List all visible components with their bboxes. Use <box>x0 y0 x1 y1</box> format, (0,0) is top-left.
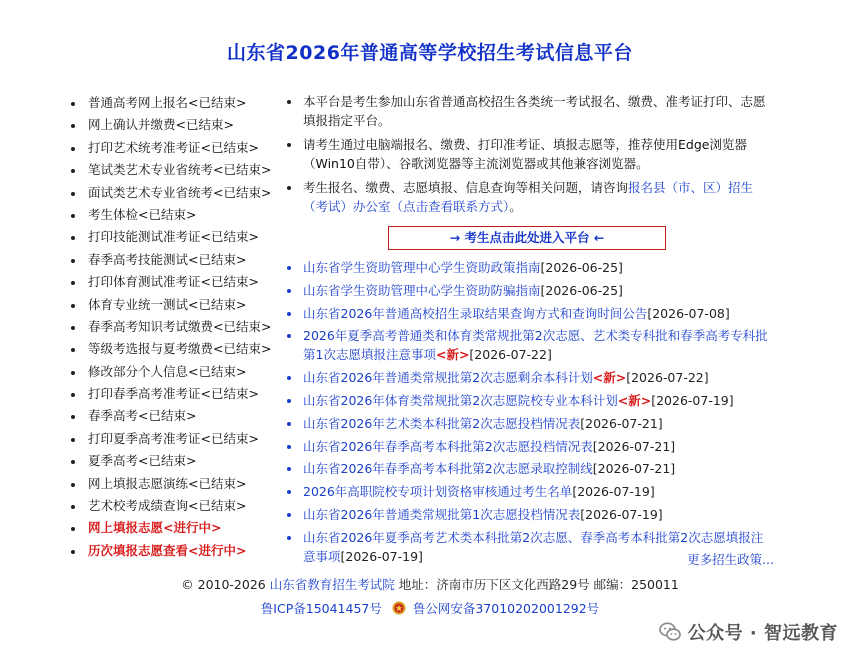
news-item <box>285 391 775 410</box>
bullet-icon <box>71 483 75 487</box>
new-badge: <新> <box>617 392 652 408</box>
news-date: [2026-06-25] <box>540 282 623 298</box>
bullet-icon <box>287 334 291 338</box>
left-menu-link[interactable]: 打印艺术统考准考证<已结束> <box>88 139 259 155</box>
news-item <box>285 437 775 456</box>
news-date: [2026-07-22] <box>469 347 552 363</box>
contact-office-link[interactable]: 报名县（市、区）招生（考试）办公室（点击查看联系方式） <box>303 180 754 214</box>
news-link[interactable]: 2026年高职院校专项计划资格审核通过考生名单 <box>303 484 573 500</box>
enter-platform-button[interactable]: → 考生点击此处进入平台 ← <box>388 226 666 250</box>
bullet-icon <box>71 460 75 464</box>
news-item <box>285 414 775 433</box>
bullet-icon <box>71 438 75 442</box>
bullet-icon <box>71 281 75 285</box>
bullet-icon <box>287 186 291 190</box>
left-menu-item <box>68 383 283 405</box>
left-menu-item <box>68 271 283 293</box>
news-link[interactable]: 山东省2026年普通类常规批第2次志愿剩余本科计划 <box>303 370 593 386</box>
bullet-icon <box>71 124 75 128</box>
left-menu-link[interactable]: 打印体育测试准考证<已结束> <box>88 274 259 290</box>
left-menu-item <box>68 226 283 248</box>
notice-item <box>285 92 775 130</box>
police-badge-icon <box>392 601 406 615</box>
news-list <box>285 258 775 566</box>
watermark <box>658 619 838 649</box>
left-menu-link[interactable]: 普通高考网上报名<已结束> <box>88 95 247 110</box>
left-menu-link[interactable]: 修改部分个人信息<已结束> <box>88 363 247 379</box>
news-date: [2026-07-19] <box>651 392 734 408</box>
bullet-icon <box>287 467 291 471</box>
left-menu-link[interactable]: 打印夏季高考准考证<已结束> <box>88 430 259 446</box>
left-menu-link[interactable]: 体育专业统一测试<已结束> <box>88 296 247 312</box>
bullet-icon <box>287 100 291 104</box>
news-item <box>285 326 775 364</box>
news-link[interactable]: 2026年夏季高考普通类和体育类常规批第2次志愿、艺术类专科批和春季高考专科批第1次志愿填报注意事项 <box>303 328 768 363</box>
left-menu-link[interactable]: 历次填报志愿查看<进行中> <box>88 542 247 558</box>
left-menu-item <box>68 204 283 226</box>
address-text: 地址：济南市历下区文化西路29号 邮编：250011 <box>398 577 679 592</box>
left-menu-link[interactable]: 春季高考知识考试缴费<已结束> <box>88 318 272 334</box>
bullet-icon <box>287 143 291 147</box>
org-link[interactable]: 山东省教育招生考试院 <box>269 577 395 592</box>
notice-text: 考生报名、缴费、志愿填报、信息查询等相关问题，请咨询 <box>303 180 629 195</box>
page-title: 山东省2026年普通高等学校招生考试信息平台 <box>227 42 633 64</box>
bullet-icon <box>71 214 75 218</box>
bullet-icon <box>71 192 75 196</box>
bullet-icon <box>71 348 75 352</box>
new-badge: <新> <box>592 370 627 386</box>
left-menu-item <box>68 428 283 450</box>
left-menu-item <box>68 473 283 495</box>
bullet-icon <box>287 399 291 403</box>
footer-info <box>0 575 860 593</box>
bullet-icon <box>71 102 75 106</box>
bullet-icon <box>287 289 291 293</box>
news-link[interactable]: 山东省2026年体育类常规批第2次志愿院校专业本科计划 <box>303 392 618 408</box>
news-link[interactable]: 山东省学生资助管理中心学生资助防骗指南 <box>303 282 541 298</box>
bullet-icon <box>287 422 291 426</box>
news-link[interactable]: 山东省2026年夏季高考艺术类本科批第2次志愿、春季高考本科批第2次志愿填报注意事项 <box>303 529 764 564</box>
wechat-icon <box>658 620 682 644</box>
news-item <box>285 482 775 501</box>
watermark-text: 公众号 · 智远教育 <box>687 623 838 644</box>
left-menu-item <box>68 540 283 562</box>
left-menu-link[interactable]: 艺术校考成绩查询<已结束> <box>88 498 247 514</box>
left-menu-link[interactable]: 等级考选报与夏考缴费<已结束> <box>88 341 272 357</box>
left-menu-item <box>68 450 283 472</box>
notice-text: 请考生通过电脑端报名、缴费、打印准考证、填报志愿等，推荐使用Edge浏览器（Win10自带）、谷歌浏览器等主流浏览器或其他兼容浏览器。 <box>303 137 747 171</box>
left-menu-item <box>68 495 283 517</box>
left-menu-link[interactable]: 打印春季高考准考证<已结束> <box>88 386 259 402</box>
news-item <box>285 505 775 524</box>
bullet-icon <box>287 376 291 380</box>
bullet-icon <box>287 312 291 316</box>
news-link[interactable]: 山东省2026年普通高校招生录取结果查询方式和查询时间公告 <box>303 305 648 321</box>
bullet-icon <box>71 326 75 330</box>
left-menu-link[interactable]: 网上填报志愿演练<已结束> <box>88 475 247 491</box>
bullet-icon <box>287 266 291 270</box>
left-menu-link[interactable]: 夏季高考<已结束> <box>88 453 197 469</box>
bullet-icon <box>71 236 75 240</box>
news-item <box>285 258 775 277</box>
bullet-icon <box>287 490 291 494</box>
police-record-link[interactable]: 鲁公网安备37010202001292号 <box>412 601 600 616</box>
bullet-icon <box>71 393 75 397</box>
notice-item <box>285 178 775 216</box>
bullet-icon <box>71 259 75 263</box>
bullet-icon <box>71 505 75 509</box>
left-menu-item <box>68 361 283 383</box>
news-link[interactable]: 山东省2026年艺术类本科批第2次志愿投档情况表 <box>303 415 581 431</box>
notice-text-suffix: 。 <box>509 199 522 214</box>
bullet-icon <box>287 536 291 540</box>
bullet-icon <box>71 415 75 419</box>
news-item <box>285 368 775 387</box>
bullet-icon <box>71 304 75 308</box>
left-menu-link[interactable]: 打印技能测试准考证<已结束> <box>88 229 259 245</box>
bullet-icon <box>71 147 75 151</box>
left-menu-item <box>68 182 283 204</box>
news-date: [2026-07-21] <box>592 461 676 477</box>
bullet-icon <box>71 527 75 531</box>
bullet-icon <box>287 513 291 517</box>
bullet-icon <box>287 445 291 449</box>
news-link[interactable]: 山东省2026年春季高考本科批第2次志愿录取控制线 <box>303 461 593 477</box>
left-menu-item <box>68 114 283 136</box>
left-menu-item <box>68 249 283 271</box>
new-badge: <新> <box>435 347 470 363</box>
news-date: [2026-07-22] <box>626 370 709 386</box>
news-item <box>285 281 775 300</box>
left-menu-item <box>68 159 283 181</box>
left-menu-link[interactable]: 面试类艺术专业省统考<已结束> <box>88 184 272 200</box>
bullet-icon <box>71 550 75 554</box>
left-menu-link[interactable]: 春季高考技能测试<已结束> <box>88 251 247 267</box>
notice-text: 本平台是考生参加山东省普通高校招生各类统一考试报名、缴费、准考证打印、志愿填报指定平台。 <box>303 94 766 128</box>
news-date: [2026-07-19] <box>340 548 423 564</box>
left-menu-link[interactable]: 春季高考<已结束> <box>88 408 197 424</box>
news-date: [2026-06-25] <box>540 260 623 275</box>
news-link[interactable]: 山东省学生资助管理中心学生资助政策指南 <box>303 260 541 275</box>
news-item <box>285 304 775 323</box>
news-link[interactable]: 山东省2026年春季高考本科批第2次志愿投档情况表 <box>303 438 593 454</box>
icp-link[interactable]: 鲁ICP备15041457号 <box>260 601 382 616</box>
more-policies-link[interactable]: 更多招生政策... <box>687 552 774 567</box>
bullet-icon <box>71 169 75 173</box>
left-menu-item <box>68 338 283 360</box>
left-menu-item <box>68 316 283 338</box>
bullet-icon <box>71 371 75 375</box>
notice-item <box>285 135 775 173</box>
news-date: [2026-07-21] <box>592 438 676 454</box>
left-menu-item <box>68 92 283 114</box>
left-menu-link[interactable]: 考生体检<已结束> <box>88 206 197 222</box>
news-item <box>285 459 775 478</box>
left-menu-link[interactable]: 网上填报志愿<进行中> <box>88 520 222 536</box>
left-menu-item <box>68 294 283 316</box>
news-date: [2026-07-21] <box>580 415 663 431</box>
right-panel <box>285 92 775 570</box>
left-menu-item <box>68 137 283 159</box>
copyright-text: © 2010-2026 <box>181 577 266 592</box>
left-menu-link[interactable]: 笔试类艺术专业省统考<已结束> <box>88 162 272 178</box>
footer-records <box>0 599 860 617</box>
news-date: [2026-07-08] <box>647 305 730 321</box>
left-menu-link[interactable]: 网上确认并缴费<已结束> <box>88 117 234 133</box>
news-link[interactable]: 山东省2026年普通类常规批第1次志愿投档情况表 <box>303 506 581 522</box>
news-date: [2026-07-19] <box>572 484 655 500</box>
news-date: [2026-07-19] <box>580 506 663 522</box>
left-menu <box>68 92 283 562</box>
left-menu-item <box>68 517 283 539</box>
left-menu-item <box>68 405 283 427</box>
